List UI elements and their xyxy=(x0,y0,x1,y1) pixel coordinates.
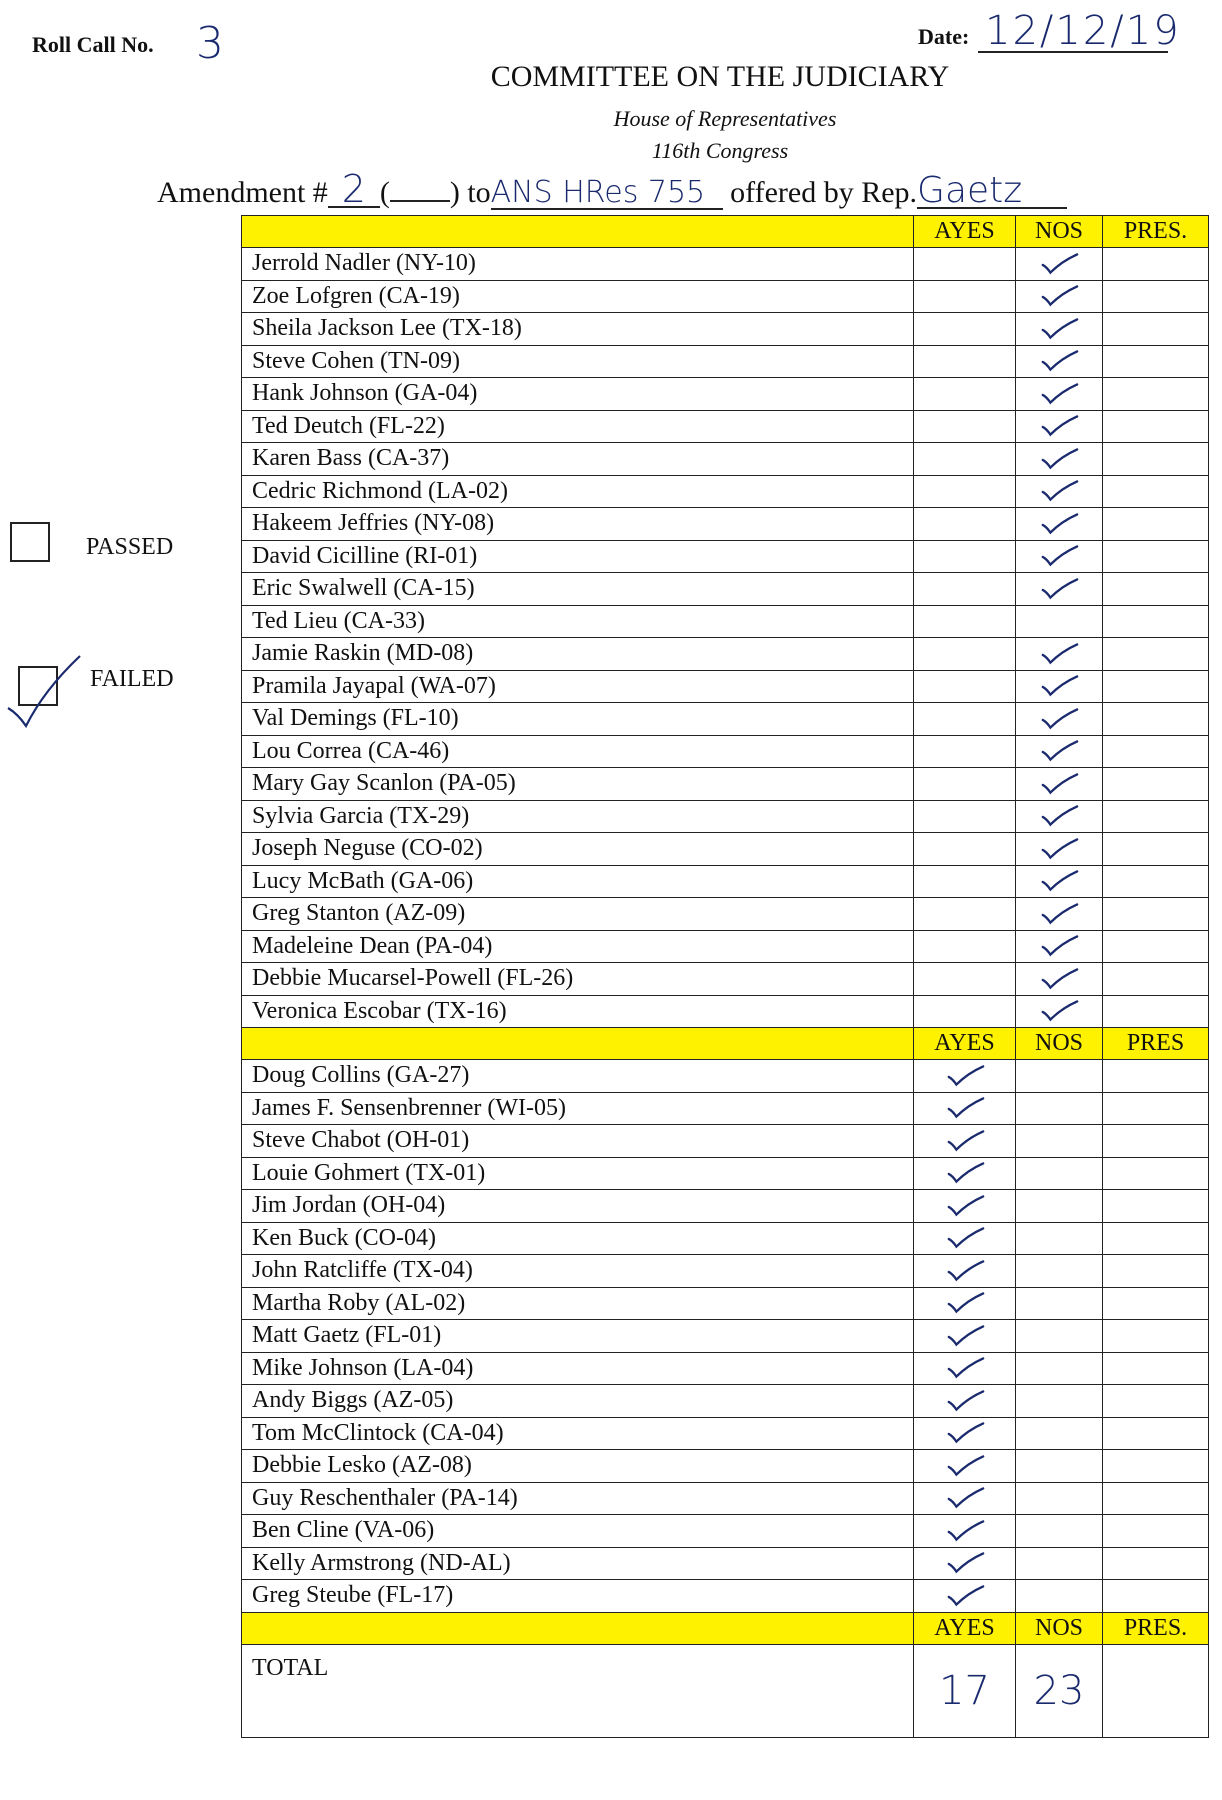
member-name: Madeleine Dean (PA-04) xyxy=(242,930,914,963)
aye-vote-cell xyxy=(914,1385,1016,1418)
pres-vote-cell xyxy=(1103,768,1209,801)
totals-row xyxy=(242,1644,1209,1737)
aye-vote-cell xyxy=(914,1255,1016,1288)
total-nos: 23 xyxy=(1016,1644,1103,1737)
aye-vote-cell xyxy=(914,768,1016,801)
pres-vote-cell xyxy=(1103,1515,1209,1548)
member-name: Pramila Jayapal (WA-07) xyxy=(242,670,914,703)
pres-vote-cell xyxy=(1103,670,1209,703)
aye-vote-cell xyxy=(914,280,1016,313)
check-mark-icon xyxy=(1037,803,1081,829)
member-name: Veronica Escobar (TX-16) xyxy=(242,995,914,1028)
check-mark-icon xyxy=(943,1583,987,1609)
aye-vote-cell xyxy=(914,638,1016,671)
member-row xyxy=(242,638,1209,671)
member-row xyxy=(242,280,1209,313)
check-mark-icon xyxy=(1037,868,1081,894)
member-row xyxy=(242,865,1209,898)
member-row xyxy=(242,1385,1209,1418)
no-vote-cell xyxy=(1016,313,1103,346)
pres-vote-cell xyxy=(1103,1190,1209,1223)
column-header: NOS xyxy=(1016,1612,1103,1644)
aye-vote-cell xyxy=(914,313,1016,346)
column-header: NOS xyxy=(1016,1028,1103,1060)
aye-vote-cell xyxy=(914,378,1016,411)
pres-vote-cell xyxy=(1103,573,1209,606)
no-vote-cell xyxy=(1016,865,1103,898)
check-mark-icon xyxy=(943,1193,987,1219)
member-name: Ted Lieu (CA-33) xyxy=(242,605,914,638)
date-label: Date: xyxy=(918,24,970,49)
member-name: Mary Gay Scanlon (PA-05) xyxy=(242,768,914,801)
member-row xyxy=(242,1352,1209,1385)
member-name: Greg Stanton (AZ-09) xyxy=(242,898,914,931)
no-vote-cell xyxy=(1016,508,1103,541)
no-vote-cell xyxy=(1016,1385,1103,1418)
member-name: Debbie Mucarsel-Powell (FL-26) xyxy=(242,963,914,996)
member-row xyxy=(242,1060,1209,1093)
member-row xyxy=(242,1222,1209,1255)
member-name: David Cicilline (RI-01) xyxy=(242,540,914,573)
member-row xyxy=(242,703,1209,736)
check-mark-icon xyxy=(943,1323,987,1349)
member-name: Ted Deutch (FL-22) xyxy=(242,410,914,443)
aye-vote-cell xyxy=(914,1352,1016,1385)
to-label: to xyxy=(467,176,491,209)
check-mark-icon xyxy=(1037,673,1081,699)
member-row xyxy=(242,930,1209,963)
member-row xyxy=(242,410,1209,443)
check-mark-icon xyxy=(943,1388,987,1414)
member-name: Martha Roby (AL-02) xyxy=(242,1287,914,1320)
amendment-blank xyxy=(390,180,450,202)
member-row xyxy=(242,1157,1209,1190)
pres-vote-cell xyxy=(1103,1092,1209,1125)
no-vote-cell xyxy=(1016,1450,1103,1483)
member-row xyxy=(242,248,1209,281)
member-name: Kelly Armstrong (ND-AL) xyxy=(242,1547,914,1580)
roll-call-number: 3 xyxy=(196,18,224,69)
pres-vote-cell xyxy=(1103,605,1209,638)
no-vote-cell xyxy=(1016,768,1103,801)
no-vote-cell xyxy=(1016,345,1103,378)
column-header: AYES xyxy=(914,1612,1016,1644)
pres-vote-cell xyxy=(1103,1157,1209,1190)
no-vote-cell xyxy=(1016,1190,1103,1223)
no-vote-cell xyxy=(1016,248,1103,281)
pres-vote-cell xyxy=(1103,1320,1209,1353)
member-row xyxy=(242,1287,1209,1320)
member-name: Mike Johnson (LA-04) xyxy=(242,1352,914,1385)
offered-by-label: offered by Rep. xyxy=(730,176,918,209)
pres-vote-cell xyxy=(1103,735,1209,768)
totals-label: TOTAL xyxy=(242,1644,914,1737)
member-name: Karen Bass (CA-37) xyxy=(242,443,914,476)
member-row xyxy=(242,345,1209,378)
pres-vote-cell xyxy=(1103,963,1209,996)
no-vote-cell xyxy=(1016,443,1103,476)
check-mark-icon xyxy=(1037,446,1081,472)
no-vote-cell xyxy=(1016,1287,1103,1320)
member-name: Sylvia Garcia (TX-29) xyxy=(242,800,914,833)
pres-vote-cell xyxy=(1103,1125,1209,1158)
column-header: PRES xyxy=(1103,1028,1209,1060)
member-name: Eric Swalwell (CA-15) xyxy=(242,573,914,606)
check-mark-icon xyxy=(943,1095,987,1121)
failed-check-icon xyxy=(4,650,84,730)
member-name: Steve Chabot (OH-01) xyxy=(242,1125,914,1158)
member-name: Sheila Jackson Lee (TX-18) xyxy=(242,313,914,346)
no-vote-cell xyxy=(1016,1352,1103,1385)
no-vote-cell xyxy=(1016,1092,1103,1125)
check-mark-icon xyxy=(1037,511,1081,537)
check-mark-icon xyxy=(1037,966,1081,992)
roll-call-table xyxy=(241,215,1209,1738)
check-mark-icon xyxy=(943,1160,987,1186)
no-vote-cell xyxy=(1016,1482,1103,1515)
no-vote-cell xyxy=(1016,703,1103,736)
pres-vote-cell xyxy=(1103,1060,1209,1093)
aye-vote-cell xyxy=(914,248,1016,281)
pres-vote-cell xyxy=(1103,1450,1209,1483)
aye-vote-cell xyxy=(914,995,1016,1028)
member-row xyxy=(242,1482,1209,1515)
pres-vote-cell xyxy=(1103,703,1209,736)
member-row xyxy=(242,573,1209,606)
aye-vote-cell xyxy=(914,1060,1016,1093)
aye-vote-cell xyxy=(914,1580,1016,1613)
member-row xyxy=(242,1125,1209,1158)
pres-vote-cell xyxy=(1103,833,1209,866)
member-row xyxy=(242,833,1209,866)
passed-checkbox xyxy=(10,522,50,562)
column-header: AYES xyxy=(914,1028,1016,1060)
header-spacer xyxy=(242,1028,914,1060)
member-name: Andy Biggs (AZ-05) xyxy=(242,1385,914,1418)
pres-vote-cell xyxy=(1103,378,1209,411)
totals-header-row xyxy=(242,1612,1209,1644)
check-mark-icon xyxy=(1037,771,1081,797)
check-mark-icon xyxy=(1037,543,1081,569)
aye-vote-cell xyxy=(914,1547,1016,1580)
no-vote-cell xyxy=(1016,280,1103,313)
column-header: AYES xyxy=(914,216,1016,248)
member-row xyxy=(242,1320,1209,1353)
check-mark-icon xyxy=(943,1485,987,1511)
offered-by-value: Gaetz xyxy=(917,175,1067,209)
pres-vote-cell xyxy=(1103,345,1209,378)
member-row xyxy=(242,1450,1209,1483)
aye-vote-cell xyxy=(914,1190,1016,1223)
aye-vote-cell xyxy=(914,508,1016,541)
member-row xyxy=(242,1580,1209,1613)
amendment-paren-close: ) xyxy=(449,176,460,209)
aye-vote-cell xyxy=(914,670,1016,703)
committee-title: COMMITTEE ON THE JUDICIARY xyxy=(490,60,950,93)
member-row xyxy=(242,1417,1209,1450)
header-spacer xyxy=(242,216,914,248)
pres-vote-cell xyxy=(1103,280,1209,313)
check-mark-icon xyxy=(1037,381,1081,407)
congress-subtitle: 116th Congress xyxy=(651,138,789,163)
roll-call-label: Roll Call No. xyxy=(32,32,154,57)
no-vote-cell xyxy=(1016,1255,1103,1288)
pres-vote-cell xyxy=(1103,443,1209,476)
header-spacer xyxy=(242,1612,914,1644)
pres-vote-cell xyxy=(1103,638,1209,671)
pres-vote-cell xyxy=(1103,1417,1209,1450)
date-underline xyxy=(978,51,1168,53)
pres-vote-cell xyxy=(1103,1352,1209,1385)
no-vote-cell xyxy=(1016,1222,1103,1255)
column-header: NOS xyxy=(1016,216,1103,248)
member-name: Louie Gohmert (TX-01) xyxy=(242,1157,914,1190)
aye-vote-cell xyxy=(914,1515,1016,1548)
pres-vote-cell xyxy=(1103,898,1209,931)
amendment-line xyxy=(157,167,1067,211)
check-mark-icon xyxy=(1037,413,1081,439)
pres-vote-cell xyxy=(1103,1222,1209,1255)
member-name: Matt Gaetz (FL-01) xyxy=(242,1320,914,1353)
no-vote-cell xyxy=(1016,833,1103,866)
check-mark-icon xyxy=(1037,283,1081,309)
aye-vote-cell xyxy=(914,963,1016,996)
date-value: 12/12/19 xyxy=(985,8,1181,54)
no-vote-cell xyxy=(1016,963,1103,996)
pres-vote-cell xyxy=(1103,1580,1209,1613)
no-vote-cell xyxy=(1016,1060,1103,1093)
check-mark-icon xyxy=(1037,738,1081,764)
member-row xyxy=(242,995,1209,1028)
member-name: Cedric Richmond (LA-02) xyxy=(242,475,914,508)
passed-label: PASSED xyxy=(86,534,174,560)
aye-vote-cell xyxy=(914,1320,1016,1353)
aye-vote-cell xyxy=(914,345,1016,378)
no-vote-cell xyxy=(1016,800,1103,833)
aye-vote-cell xyxy=(914,475,1016,508)
to-value: ANS HRes 755 xyxy=(491,178,723,210)
member-row xyxy=(242,1547,1209,1580)
member-row xyxy=(242,475,1209,508)
pres-vote-cell xyxy=(1103,475,1209,508)
pres-vote-cell xyxy=(1103,1547,1209,1580)
member-name: Jim Jordan (OH-04) xyxy=(242,1190,914,1223)
aye-vote-cell xyxy=(914,540,1016,573)
no-vote-cell xyxy=(1016,995,1103,1028)
member-row xyxy=(242,898,1209,931)
aye-vote-cell xyxy=(914,800,1016,833)
aye-vote-cell xyxy=(914,410,1016,443)
chamber-subtitle: House of Representatives xyxy=(613,106,837,131)
member-name: Ken Buck (CO-04) xyxy=(242,1222,914,1255)
member-name: Jamie Raskin (MD-08) xyxy=(242,638,914,671)
member-row xyxy=(242,670,1209,703)
pres-vote-cell xyxy=(1103,865,1209,898)
pres-vote-cell xyxy=(1103,930,1209,963)
aye-vote-cell xyxy=(914,605,1016,638)
check-mark-icon xyxy=(1037,348,1081,374)
amendment-prefix: Amendment # xyxy=(157,176,328,209)
check-mark-icon xyxy=(1037,576,1081,602)
member-row xyxy=(242,963,1209,996)
member-row xyxy=(242,378,1209,411)
member-name: Ben Cline (VA-06) xyxy=(242,1515,914,1548)
check-mark-icon xyxy=(1037,641,1081,667)
check-mark-icon xyxy=(943,1453,987,1479)
check-mark-icon xyxy=(1037,933,1081,959)
member-name: Val Demings (FL-10) xyxy=(242,703,914,736)
aye-vote-cell xyxy=(914,735,1016,768)
aye-vote-cell xyxy=(914,1125,1016,1158)
pres-vote-cell xyxy=(1103,248,1209,281)
member-row xyxy=(242,1092,1209,1125)
member-row xyxy=(242,1255,1209,1288)
no-vote-cell xyxy=(1016,475,1103,508)
aye-vote-cell xyxy=(914,898,1016,931)
member-name: Guy Reschenthaler (PA-14) xyxy=(242,1482,914,1515)
pres-vote-cell xyxy=(1103,313,1209,346)
aye-vote-cell xyxy=(914,1157,1016,1190)
check-mark-icon xyxy=(1037,478,1081,504)
pres-vote-cell xyxy=(1103,540,1209,573)
member-name: Lou Correa (CA-46) xyxy=(242,735,914,768)
member-row xyxy=(242,800,1209,833)
failed-label: FAILED xyxy=(90,666,174,692)
member-name: James F. Sensenbrenner (WI-05) xyxy=(242,1092,914,1125)
check-mark-icon xyxy=(1037,706,1081,732)
check-mark-icon xyxy=(1037,836,1081,862)
aye-vote-cell xyxy=(914,443,1016,476)
member-row xyxy=(242,443,1209,476)
pres-vote-cell xyxy=(1103,800,1209,833)
no-vote-cell xyxy=(1016,378,1103,411)
aye-vote-cell xyxy=(914,1450,1016,1483)
member-name: Steve Cohen (TN-09) xyxy=(242,345,914,378)
member-name: Jerrold Nadler (NY-10) xyxy=(242,248,914,281)
member-row xyxy=(242,1190,1209,1223)
pres-vote-cell xyxy=(1103,995,1209,1028)
majority-header-row xyxy=(242,216,1209,248)
member-row xyxy=(242,540,1209,573)
no-vote-cell xyxy=(1016,735,1103,768)
check-mark-icon xyxy=(1037,901,1081,927)
aye-vote-cell xyxy=(914,865,1016,898)
no-vote-cell xyxy=(1016,1417,1103,1450)
no-vote-cell xyxy=(1016,1515,1103,1548)
member-name: Greg Steube (FL-17) xyxy=(242,1580,914,1613)
member-row xyxy=(242,1515,1209,1548)
aye-vote-cell xyxy=(914,930,1016,963)
member-name: Lucy McBath (GA-06) xyxy=(242,865,914,898)
check-mark-icon xyxy=(943,1420,987,1446)
check-mark-icon xyxy=(943,1355,987,1381)
no-vote-cell xyxy=(1016,573,1103,606)
amendment-number: 2 xyxy=(328,172,380,208)
no-vote-cell xyxy=(1016,540,1103,573)
pres-vote-cell xyxy=(1103,1287,1209,1320)
aye-vote-cell xyxy=(914,573,1016,606)
member-row xyxy=(242,768,1209,801)
member-name: Tom McClintock (CA-04) xyxy=(242,1417,914,1450)
check-mark-icon xyxy=(943,1258,987,1284)
no-vote-cell xyxy=(1016,1157,1103,1190)
no-vote-cell xyxy=(1016,1547,1103,1580)
check-mark-icon xyxy=(1037,316,1081,342)
check-mark-icon xyxy=(943,1550,987,1576)
check-mark-icon xyxy=(943,1128,987,1154)
aye-vote-cell xyxy=(914,1417,1016,1450)
no-vote-cell xyxy=(1016,605,1103,638)
member-name: Hakeem Jeffries (NY-08) xyxy=(242,508,914,541)
member-name: John Ratcliffe (TX-04) xyxy=(242,1255,914,1288)
amendment-paren-open: ( xyxy=(379,176,390,209)
check-mark-icon xyxy=(1037,998,1081,1024)
no-vote-cell xyxy=(1016,1580,1103,1613)
column-header: PRES. xyxy=(1103,216,1209,248)
check-mark-icon xyxy=(943,1290,987,1316)
no-vote-cell xyxy=(1016,638,1103,671)
pres-vote-cell xyxy=(1103,508,1209,541)
aye-vote-cell xyxy=(914,703,1016,736)
member-row xyxy=(242,508,1209,541)
aye-vote-cell xyxy=(914,1092,1016,1125)
pres-vote-cell xyxy=(1103,1385,1209,1418)
pres-vote-cell xyxy=(1103,1482,1209,1515)
member-name: Debbie Lesko (AZ-08) xyxy=(242,1450,914,1483)
total-pres xyxy=(1103,1644,1209,1737)
total-ayes: 17 xyxy=(914,1644,1016,1737)
check-mark-icon xyxy=(943,1063,987,1089)
aye-vote-cell xyxy=(914,1222,1016,1255)
minority-header-row xyxy=(242,1028,1209,1060)
no-vote-cell xyxy=(1016,1125,1103,1158)
no-vote-cell xyxy=(1016,670,1103,703)
no-vote-cell xyxy=(1016,410,1103,443)
aye-vote-cell xyxy=(914,833,1016,866)
member-row xyxy=(242,313,1209,346)
check-mark-icon xyxy=(943,1518,987,1544)
check-mark-icon xyxy=(943,1225,987,1251)
member-name: Zoe Lofgren (CA-19) xyxy=(242,280,914,313)
no-vote-cell xyxy=(1016,930,1103,963)
pres-vote-cell xyxy=(1103,410,1209,443)
no-vote-cell xyxy=(1016,898,1103,931)
column-header: PRES. xyxy=(1103,1612,1209,1644)
member-row xyxy=(242,735,1209,768)
check-mark-icon xyxy=(1037,251,1081,277)
aye-vote-cell xyxy=(914,1287,1016,1320)
member-name: Joseph Neguse (CO-02) xyxy=(242,833,914,866)
member-name: Doug Collins (GA-27) xyxy=(242,1060,914,1093)
aye-vote-cell xyxy=(914,1482,1016,1515)
pres-vote-cell xyxy=(1103,1255,1209,1288)
member-row xyxy=(242,605,1209,638)
member-name: Hank Johnson (GA-04) xyxy=(242,378,914,411)
no-vote-cell xyxy=(1016,1320,1103,1353)
